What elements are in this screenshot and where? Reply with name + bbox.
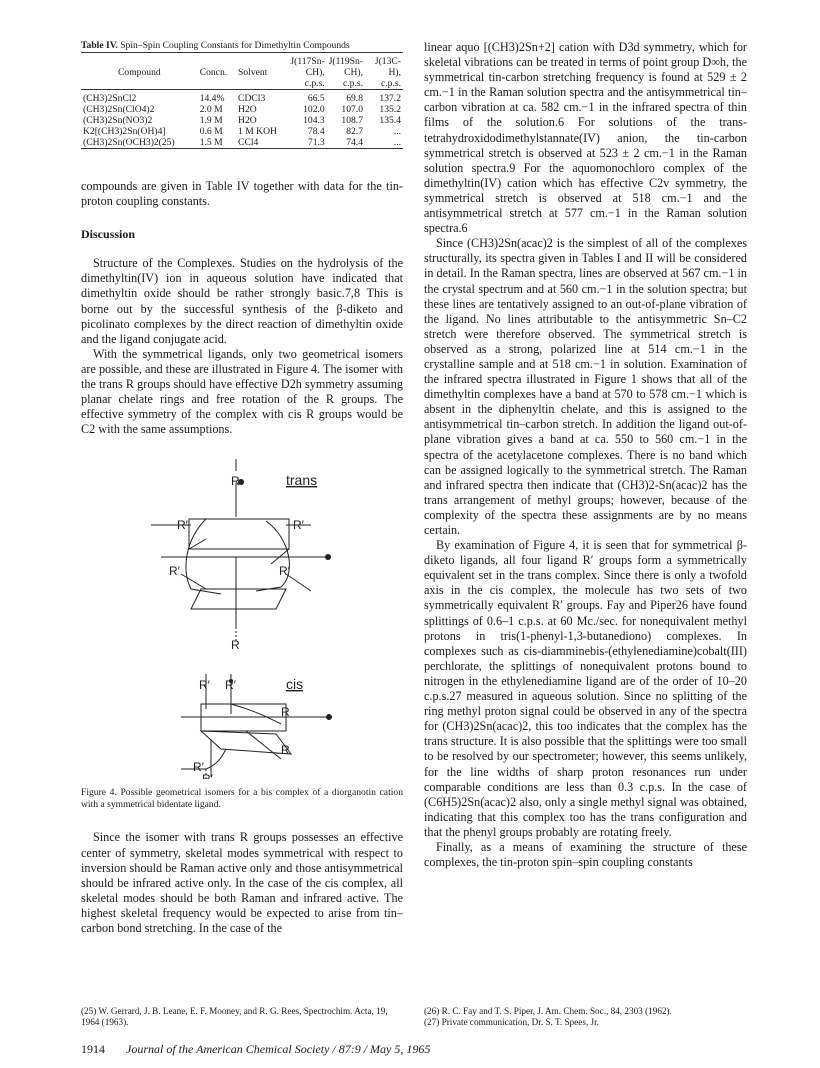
table-caption: Spin–Spin Coupling Constants for Dimethyltin Compounds (120, 40, 350, 51)
discussion-heading: Discussion (81, 227, 136, 242)
page-footer (81, 1042, 430, 1057)
label-r-trans-top: R (231, 474, 240, 489)
table-cell: 108.7 (341, 115, 363, 126)
table-cell: (CH3)2Sn(ClO4)2 (83, 104, 155, 115)
label-r-trans-bottom: R (231, 638, 240, 653)
col-solvent: Solvent (238, 67, 268, 78)
isomer-diagram (81, 449, 403, 779)
left-paragraph-2: With the symmetrical ligands, only two geometrical isomers are possible, and these are illustrated in Figure 4. The isomer with the trans R groups should have effective D2h symmetry assuming planar chelate rings and free rotation of the R groups. The effective symmetry of the complex with cis R groups would be C2 with the same assumptions. (81, 346, 403, 437)
label-rp-cis-4: R′ (202, 772, 213, 780)
journal-citation: Journal of the American Chemical Society / 87:9 / May 5, 1965 (126, 1042, 431, 1056)
col-j119: J(119Sn-CH), c.p.s. (328, 56, 363, 89)
table-cell: K2[(CH3)2Sn(OH)4] (83, 126, 166, 137)
table-cell: 1.5 M (199, 137, 223, 148)
table-cell: 137.2 (379, 93, 401, 104)
label-trans: trans (286, 472, 318, 489)
footnote-26: (26) R. C. Fay and T. S. Piper, J. Am. Chem. Soc., 84, 2303 (1962). (424, 1006, 672, 1016)
table-label: Table IV. (81, 40, 118, 51)
table-cell: (CH3)2SnCl2 (83, 93, 137, 104)
label-rp-trans-2: R′ (293, 518, 304, 533)
label-rp-cis-3: R′ (193, 760, 204, 775)
table-cell: CDCl3 (238, 93, 266, 104)
table-row (81, 126, 403, 137)
right-paragraph-3: By examination of Figure 4, it is seen that for symmetrical β-diketo ligands, all four ligand R′ groups form a symmetrically equivalent set in the trans complex. Since there is only a twofold axis in the cis complex, the molecule has two sets of two symmetrically equivalent R′ groups. Fay and Piper26 have found splittings of 0.6–1 c.p.s. at 60 Mc./sec. for nonequivalent methyl protons in tris(1-phenyl-1,3-butanediono) complexes. In complexes such as cis-diamminebis-(ethylenediamine)cobalt(III) perchlorate, the splittings of nonequivalent protons bound to nitrogen in the ethylenediamine ligand are of the order of 10–20 c.p.s.27 measured in aqueous solution. Since no splitting of the ring methyl proton signal could be observed in any of the spectra for (CH3)2Sn(acac)2, this too indicates that the complex has the trans structure. It is also possible that the splittings were too small to be resolved by our spectrometer; however, this seems unlikely, for the line widths of sharp proton resonances run under comparable conditions are less than 0.3 c.p.s. In the case of (C6H5)2Sn(acac)2 also, only a single methyl signal was obtained, indicating that this complex too has the trans configuration and that the phenyl groups probably are rotating freely. (424, 538, 747, 839)
table-cell: (CH3)2Sn(OCH3)2(25) (83, 137, 175, 148)
table-cell: ... (393, 126, 401, 137)
table-cell: 102.0 (303, 104, 325, 115)
figure-4 (81, 449, 403, 779)
col-j13c: J(13C-H), c.p.s. (374, 56, 401, 89)
table-cell: 69.8 (346, 93, 363, 104)
table-cell: 1.9 M (199, 115, 223, 126)
table-cell: 71.3 (307, 137, 325, 148)
right-paragraph-1: linear aquo [(CH3)2Sn+2] cation with D3d symmetry, which for skeletal vibrations can be treated in terms of point group D∞h, the symmetrical tin-carbon stretching frequency is found at 529 ± 2 cm.−1 in the Raman solution spectra and the antisymmetrical tin–carbon vibration at ca. 582 cm.−1 in the infrared spectra of thin films of the solution.6 For solutions of the trans-tetrahydroxidodimethylstannate(IV) anion, the tin-carbon symmetrical stretch is observed at 523 ± 2 cm.−1 in the Raman solution spectra.9 For the aquomonochloro complex of the dimethyltin(IV) cation which has effective C2v symmetry, the symmetrical stretch is observed at 518 cm.−1 and the antisymmetrical stretch at 577 cm.−1 in the Raman solution spectra.6 (424, 40, 747, 236)
table-cell: 0.6 M (199, 126, 223, 137)
footnote-27: (27) Private communication, Dr. S. T. Spees, Jr. (424, 1017, 599, 1027)
left-column (81, 40, 403, 936)
table-row (81, 115, 403, 126)
footnote-left: (25) W. Gerrard, J. B. Leane, E. F. Mooney, and R. G. Rees, Spectrochim. Acta, 19, 1964 (1963). (81, 1006, 388, 1027)
footnotes-right (424, 1006, 747, 1028)
coupling-constants-table (81, 52, 403, 151)
table-cell: 2.0 M (199, 104, 223, 115)
table-cell: 135.4 (379, 115, 401, 126)
table-row (81, 90, 403, 105)
left-paragraph-3: Since the isomer with trans R groups possesses an effective center of symmetry, skeletal modes symmetrical with respect to inversion should be Raman active only and those antisymmetrical should be infrared active only. In the case of the cis complex, all skeletal modes should be both Raman and infrared active. The highest skeletal frequency would be expected to arise from tin–carbon bond stretching. In the case of the (81, 830, 403, 935)
label-cis: cis (286, 676, 304, 693)
table-cell: (CH3)2Sn(NO3)2 (83, 115, 153, 126)
figure-caption: Figure 4. Possible geometrical isomers for a bis complex of a diorganotin cation with a symmetrical bidentate ligand. (81, 787, 403, 810)
label-rp-cis-1: R′ (199, 678, 210, 693)
table-cell: 78.4 (307, 126, 325, 137)
right-column (424, 40, 747, 870)
page-number: 1914 (81, 1042, 105, 1056)
col-j117: J(117Sn-CH), c.p.s. (290, 56, 325, 89)
label-rp-trans-1: R′ (177, 518, 188, 533)
table-cell: 135.2 (379, 104, 401, 115)
label-rp-trans-3: R′ (169, 564, 180, 579)
table-cell: 74.4 (346, 137, 363, 148)
left-paragraph-1: Structure of the Complexes. Studies on the hydrolysis of the dimethyltin(IV) ion in aqueous solution have indicated that dimethyltin oxide should be rather strongly basic.7,8 This is borne out by the successful synthesis of the β-diketo and picolinato complexes by the direct reaction of dimethyltin oxide and the ligand conjugate acid. (81, 256, 403, 346)
table-body (81, 90, 403, 149)
table-cell: 1 M KOH (238, 126, 277, 137)
col-compound: Compound (118, 67, 161, 78)
table-cell: 104.3 (303, 115, 325, 126)
label-r-cis-1: R (281, 705, 290, 720)
intro-paragraph: compounds are given in Table IV together with data for the tin-proton coupling constants. (81, 179, 403, 209)
table-title (81, 40, 403, 51)
table-cell: ... (393, 137, 401, 148)
label-rp-trans-4: R′ (279, 564, 290, 579)
table-cell: H2O (238, 104, 257, 115)
table-cell: 82.7 (346, 126, 363, 137)
table-cell: 14.4% (199, 93, 225, 104)
right-paragraph-4: Finally, as a means of examining the structure of these complexes, the tin-proton spin–spin coupling constants (424, 839, 747, 870)
table-cell: 66.5 (307, 93, 325, 104)
label-rp-cis-2: R′ (225, 678, 236, 693)
table-row (81, 137, 403, 149)
table-cell: CCl4 (238, 137, 259, 148)
table-row (81, 104, 403, 115)
col-concn: Concn. (199, 67, 228, 78)
table-cell: 107.0 (341, 104, 363, 115)
table-cell: H2O (238, 115, 257, 126)
right-paragraph-2: Since (CH3)2Sn(acac)2 is the simplest of all of the complexes structurally, its spectra given in Tables I and II will be considered in detail. In the Raman spectra, lines are observed at 567 cm.−1 in the crystal spectrum and at 560 cm.−1 in the solution spectra; but these lines are tentatively assigned to an out-of-plane vibration of the ligand. No lines attributable to the antisymmetric Sn–C2 stretch were therefore observed. The symmetrical stretch is observed as a strong, polarized line at 514 cm.−1 in the crystalline sample and at 518 cm.−1 in solution. Examination of the infrared spectra illustrated in Figure 1 shows that all of the dimethyltin complexes have a band at 570 to 578 cm.−1 which is absent in the diphenyltin chelate, and this is assigned to the antisymmetrical tin–carbon stretch. In addition the ligand out-of-plane vibration gives a band at ca. 550 to 560 cm.−1 in the spectra of the acetylacetone complexes. There is no band which can be assigned logically to the symmetrical stretch. The Raman and infrared spectra then indicate that (CH3)2-Sn(acac)2 has the trans arrangement of methyl groups; however, because of the complexity of the spectra these assignments are by no means certain. (424, 236, 747, 537)
label-r-cis-2: R (281, 743, 290, 758)
